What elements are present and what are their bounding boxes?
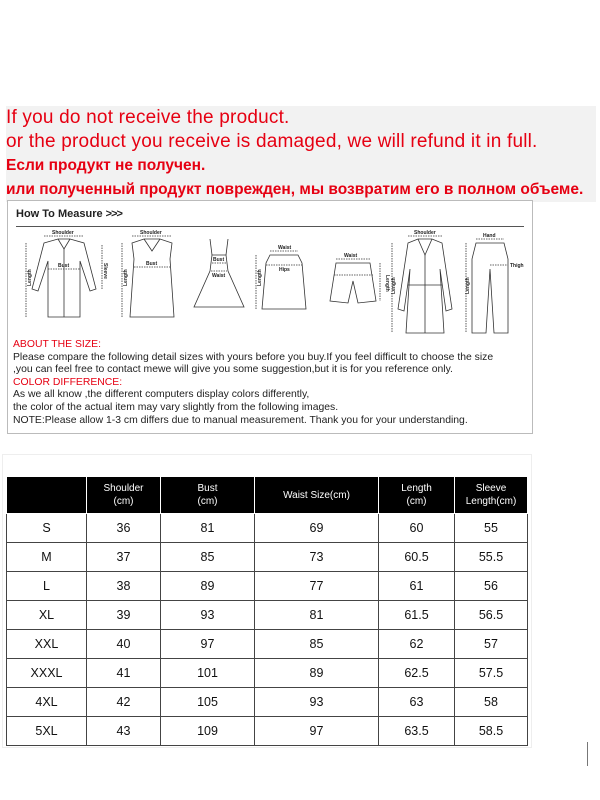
cell-size: XL xyxy=(7,601,87,630)
coat-diagram xyxy=(391,230,452,333)
cell-waist: 77 xyxy=(255,572,379,601)
cell-length: 60 xyxy=(379,514,455,543)
table-row xyxy=(7,688,528,717)
cell-bust: 105 xyxy=(161,688,255,717)
cell-sleeve: 56 xyxy=(455,572,528,601)
cell-length: 62 xyxy=(379,630,455,659)
how-to-measure-panel xyxy=(7,200,533,434)
header-bust: Bust (cm) xyxy=(161,477,255,514)
notice-ru-line1: Если продукт не получен. xyxy=(6,157,206,174)
color-difference-line2: the color of the actual item may vary slightly from the following images. xyxy=(13,401,339,413)
shorts-diagram xyxy=(330,253,390,303)
cell-sleeve: 57 xyxy=(455,630,528,659)
header-length: Length (cm) xyxy=(379,477,455,514)
title-divider xyxy=(16,226,524,227)
cell-waist: 85 xyxy=(255,630,379,659)
dress-diagram xyxy=(194,239,244,307)
cell-shoulder: 37 xyxy=(87,543,161,572)
label-length-7: Length xyxy=(465,277,471,294)
cell-waist: 73 xyxy=(255,543,379,572)
measurement-diagrams xyxy=(14,229,524,337)
cell-bust: 101 xyxy=(161,659,255,688)
label-bust-1: Bust xyxy=(58,263,70,269)
cell-shoulder: 41 xyxy=(87,659,161,688)
how-to-measure-title-text: How To Measure xyxy=(16,208,103,220)
cell-sleeve: 55.5 xyxy=(455,543,528,572)
cell-waist: 89 xyxy=(255,659,379,688)
cell-shoulder: 39 xyxy=(87,601,161,630)
cell-bust: 89 xyxy=(161,572,255,601)
label-sleeve-1: Sleeve xyxy=(102,263,108,279)
label-length-1: Length xyxy=(27,269,33,286)
header-shoulder: Shoulder (cm) xyxy=(87,477,161,514)
skirt-diagram xyxy=(256,245,306,309)
label-waist-3: Waist xyxy=(212,273,226,279)
label-shoulder-2: Shoulder xyxy=(140,230,162,236)
cell-size: XXL xyxy=(7,630,87,659)
cell-bust: 109 xyxy=(161,717,255,746)
label-thigh: Thigh xyxy=(510,263,524,269)
table-row xyxy=(7,659,528,688)
cell-waist: 97 xyxy=(255,717,379,746)
cell-length: 63.5 xyxy=(379,717,455,746)
cell-bust: 93 xyxy=(161,601,255,630)
color-difference-line1: As we all know ,the different computers display colors differently, xyxy=(13,389,310,401)
label-shoulder-1: Shoulder xyxy=(52,230,74,236)
header-size xyxy=(7,477,87,514)
cell-length: 61.5 xyxy=(379,601,455,630)
label-hips-4: Hips xyxy=(279,267,290,273)
table-row xyxy=(7,514,528,543)
cell-waist: 69 xyxy=(255,514,379,543)
cell-sleeve: 57.5 xyxy=(455,659,528,688)
size-notes xyxy=(13,339,493,427)
label-shoulder-6: Shoulder xyxy=(414,230,436,236)
measurement-note: NOTE:Please allow 1-3 cm differs due to manual measurement. Thank you for your understanding. xyxy=(13,414,468,426)
label-waist-4: Waist xyxy=(278,245,292,251)
table-row xyxy=(7,630,528,659)
label-length-4: Length xyxy=(257,269,263,286)
cell-shoulder: 38 xyxy=(87,572,161,601)
label-bust-3: Bust xyxy=(213,257,225,263)
label-length-2: Length xyxy=(123,269,129,286)
about-size-line2: ,you can feel free to contact mewe will give you some suggestion,but it is for you reference only. xyxy=(13,364,453,376)
edge-mark xyxy=(587,742,588,766)
size-chart-header-row xyxy=(7,477,528,514)
cell-length: 61 xyxy=(379,572,455,601)
label-hand: Hand xyxy=(483,233,496,239)
label-length-6: Length xyxy=(391,277,397,294)
vest-diagram xyxy=(122,230,174,317)
cell-length: 62.5 xyxy=(379,659,455,688)
title-arrows: >>> xyxy=(105,208,122,220)
cell-shoulder: 43 xyxy=(87,717,161,746)
cell-shoulder: 42 xyxy=(87,688,161,717)
cell-bust: 81 xyxy=(161,514,255,543)
table-row xyxy=(7,601,528,630)
blouse-diagram xyxy=(26,230,108,317)
cell-bust: 97 xyxy=(161,630,255,659)
size-chart-table xyxy=(6,476,528,746)
label-waist-5: Waist xyxy=(344,253,358,259)
cell-waist: 81 xyxy=(255,601,379,630)
header-sleeve: Sleeve Length(cm) xyxy=(455,477,528,514)
color-difference-heading: COLOR DIFFERENCE: xyxy=(13,376,123,388)
table-row xyxy=(7,572,528,601)
cell-size: L xyxy=(7,572,87,601)
cell-sleeve: 58.5 xyxy=(455,717,528,746)
how-to-measure-title xyxy=(16,208,122,220)
header-waist: Waist Size(cm) xyxy=(255,477,379,514)
table-row xyxy=(7,543,528,572)
notice-en-line2: or the product you receive is damaged, we will refund it in full. xyxy=(6,131,538,152)
notice-ru-line2: или полученный продукт поврежден, мы возвратим его в полном объеме. xyxy=(6,181,584,198)
cell-length: 60.5 xyxy=(379,543,455,572)
cell-size: 4XL xyxy=(7,688,87,717)
refund-notice xyxy=(6,106,596,202)
label-length-5: Length xyxy=(384,275,390,292)
cell-sleeve: 56.5 xyxy=(455,601,528,630)
cell-size: XXXL xyxy=(7,659,87,688)
cell-sleeve: 55 xyxy=(455,514,528,543)
table-row xyxy=(7,717,528,746)
label-bust-2: Bust xyxy=(146,261,158,267)
cell-size: 5XL xyxy=(7,717,87,746)
cell-shoulder: 36 xyxy=(87,514,161,543)
cell-bust: 85 xyxy=(161,543,255,572)
cell-size: S xyxy=(7,514,87,543)
cell-length: 63 xyxy=(379,688,455,717)
cell-size: M xyxy=(7,543,87,572)
about-size-line1: Please compare the following detail sizes with yours before you buy.If you feel difficult to choose the size xyxy=(13,351,494,363)
cell-shoulder: 40 xyxy=(87,630,161,659)
cell-sleeve: 58 xyxy=(455,688,528,717)
notice-en-line1: If you do not receive the product. xyxy=(6,107,290,128)
trousers-diagram xyxy=(465,233,524,333)
about-size-heading: ABOUT THE SIZE: xyxy=(13,339,101,350)
cell-waist: 93 xyxy=(255,688,379,717)
